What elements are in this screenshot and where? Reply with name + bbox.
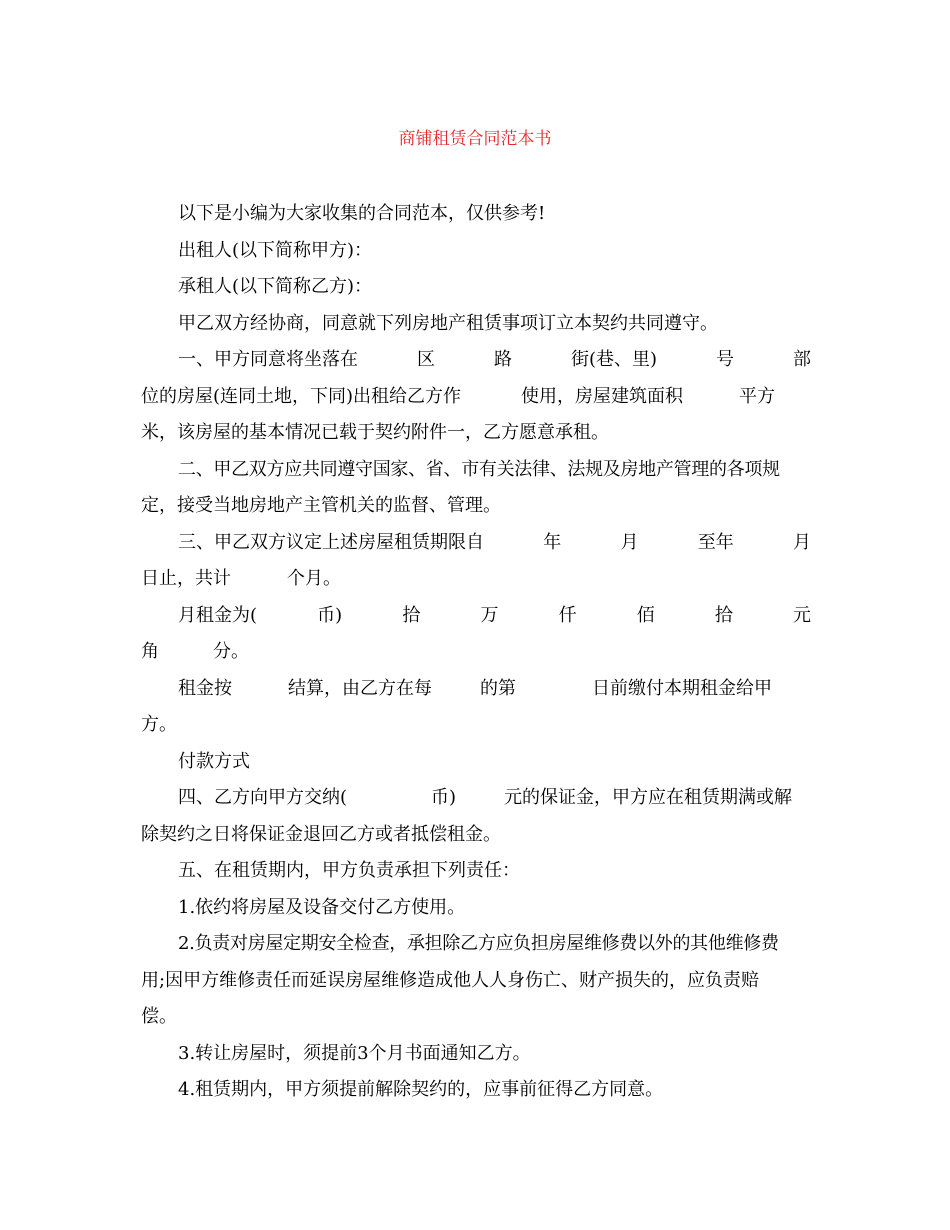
text-segment: 个月。 (287, 568, 341, 589)
text-segment: 年 (543, 531, 562, 553)
clause-3-line-1 (141, 525, 811, 562)
lessor-line: 出租人(以下简称甲方)： (178, 239, 373, 261)
text-segment: 仟 (558, 604, 577, 626)
text-segment: 元 (792, 604, 811, 626)
text-segment: 月租金为( (178, 604, 258, 626)
text-segment: 租金按 (178, 677, 232, 699)
clause-2-line-2: 定，接受当地房地产主管机关的监督、管理。 (141, 495, 501, 516)
text-segment: 平方 (739, 385, 776, 407)
rent-line-2 (141, 634, 811, 671)
text-segment: 街(巷、里) (570, 349, 657, 370)
clause-5-item-2-line-3: 偿。 (141, 1006, 177, 1027)
payment-line-2: 方。 (141, 714, 177, 735)
text-segment: 三、甲乙双方议定上述房屋租赁期限自 (178, 531, 484, 553)
text-segment: 区 (416, 349, 435, 370)
text-segment: 日止，共计 (141, 568, 231, 589)
clause-5-item-3: 3.转让房屋时，须提前3个月书面通知乙方。 (178, 1042, 531, 1064)
text-segment: 结算，由乙方在每 (288, 677, 432, 699)
text-segment: 分。 (213, 641, 249, 662)
document-body (141, 196, 811, 1109)
text-segment: 路 (493, 349, 512, 370)
text-segment: 部 (792, 349, 811, 370)
text-segment: 角 (141, 641, 159, 662)
payment-method-line: 付款方式 (178, 750, 250, 772)
text-segment: 使用，房屋建筑面积 (521, 385, 684, 407)
text-segment: 日前缴付本期租金给甲 (592, 677, 772, 699)
clause-1-line-2 (141, 379, 811, 416)
payment-line-1 (141, 671, 811, 708)
clause-2-line-1: 二、甲乙双方应共同遵守国家、省、市有关法律、法规及房地产管理的各项规 (178, 458, 780, 480)
clause-5-item-2-line-2: 用;因甲方维修责任而延误房屋维修造成他人人身伤亡、财产损失的，应负责赔 (141, 969, 760, 991)
agreement-line: 甲乙双方经协商，同意就下列房地产租赁事项订立本契约共同遵守。 (178, 312, 718, 334)
clause-5-item-2-line-1: 2.负责对房屋定期安全检查，承担除乙方应负担房屋维修费以外的其他维修费 (178, 933, 779, 954)
text-segment: 拾 (402, 604, 421, 626)
text-segment: 月 (620, 531, 639, 553)
text-segment: 拾 (714, 604, 733, 626)
clause-3-line-2 (141, 561, 811, 598)
text-segment: 币) (317, 604, 343, 626)
clause-1-line-1 (141, 342, 811, 379)
text-segment: 四、乙方向甲方交纳( (178, 787, 348, 808)
rent-line-1 (141, 598, 811, 635)
clause-5-item-1: 1.依约将房屋及设备交付乙方使用。 (178, 896, 466, 918)
text-segment: 的第 (480, 677, 516, 699)
clause-1-line-3: 米，该房屋的基本情况已载于契约附件一，乙方愿意承租。 (141, 422, 609, 443)
text-segment: 一、甲方同意将坐落在 (178, 349, 358, 370)
text-segment: 至年 (697, 531, 734, 553)
document-title: 商铺租赁合同范本书 (398, 129, 552, 149)
text-segment: 月 (793, 531, 811, 553)
text-segment: 佰 (636, 604, 655, 626)
lessee-line: 承租人(以下简称乙方)： (178, 276, 373, 297)
intro-line: 以下是小编为大家收集的合同范本，仅供参考! (178, 203, 546, 224)
clause-5-heading: 五、在租赁期内，甲方负责承担下列责任： (178, 860, 520, 881)
clause-4-line-1 (141, 780, 811, 817)
clause-4-line-2: 除契约之日将保证金退回乙方或者抵偿租金。 (141, 823, 501, 845)
clause-5-item-4: 4.租赁期内，甲方须提前解除契约的，应事前征得乙方同意。 (178, 1079, 664, 1100)
text-segment: 币) (431, 787, 457, 808)
text-segment: 位的房屋(连同土地，下同)出租给乙方作 (141, 385, 462, 407)
text-segment: 元的保证金，甲方应在租赁期满或解 (504, 787, 793, 808)
text-segment: 号 (715, 349, 734, 370)
text-segment: 万 (480, 604, 499, 626)
